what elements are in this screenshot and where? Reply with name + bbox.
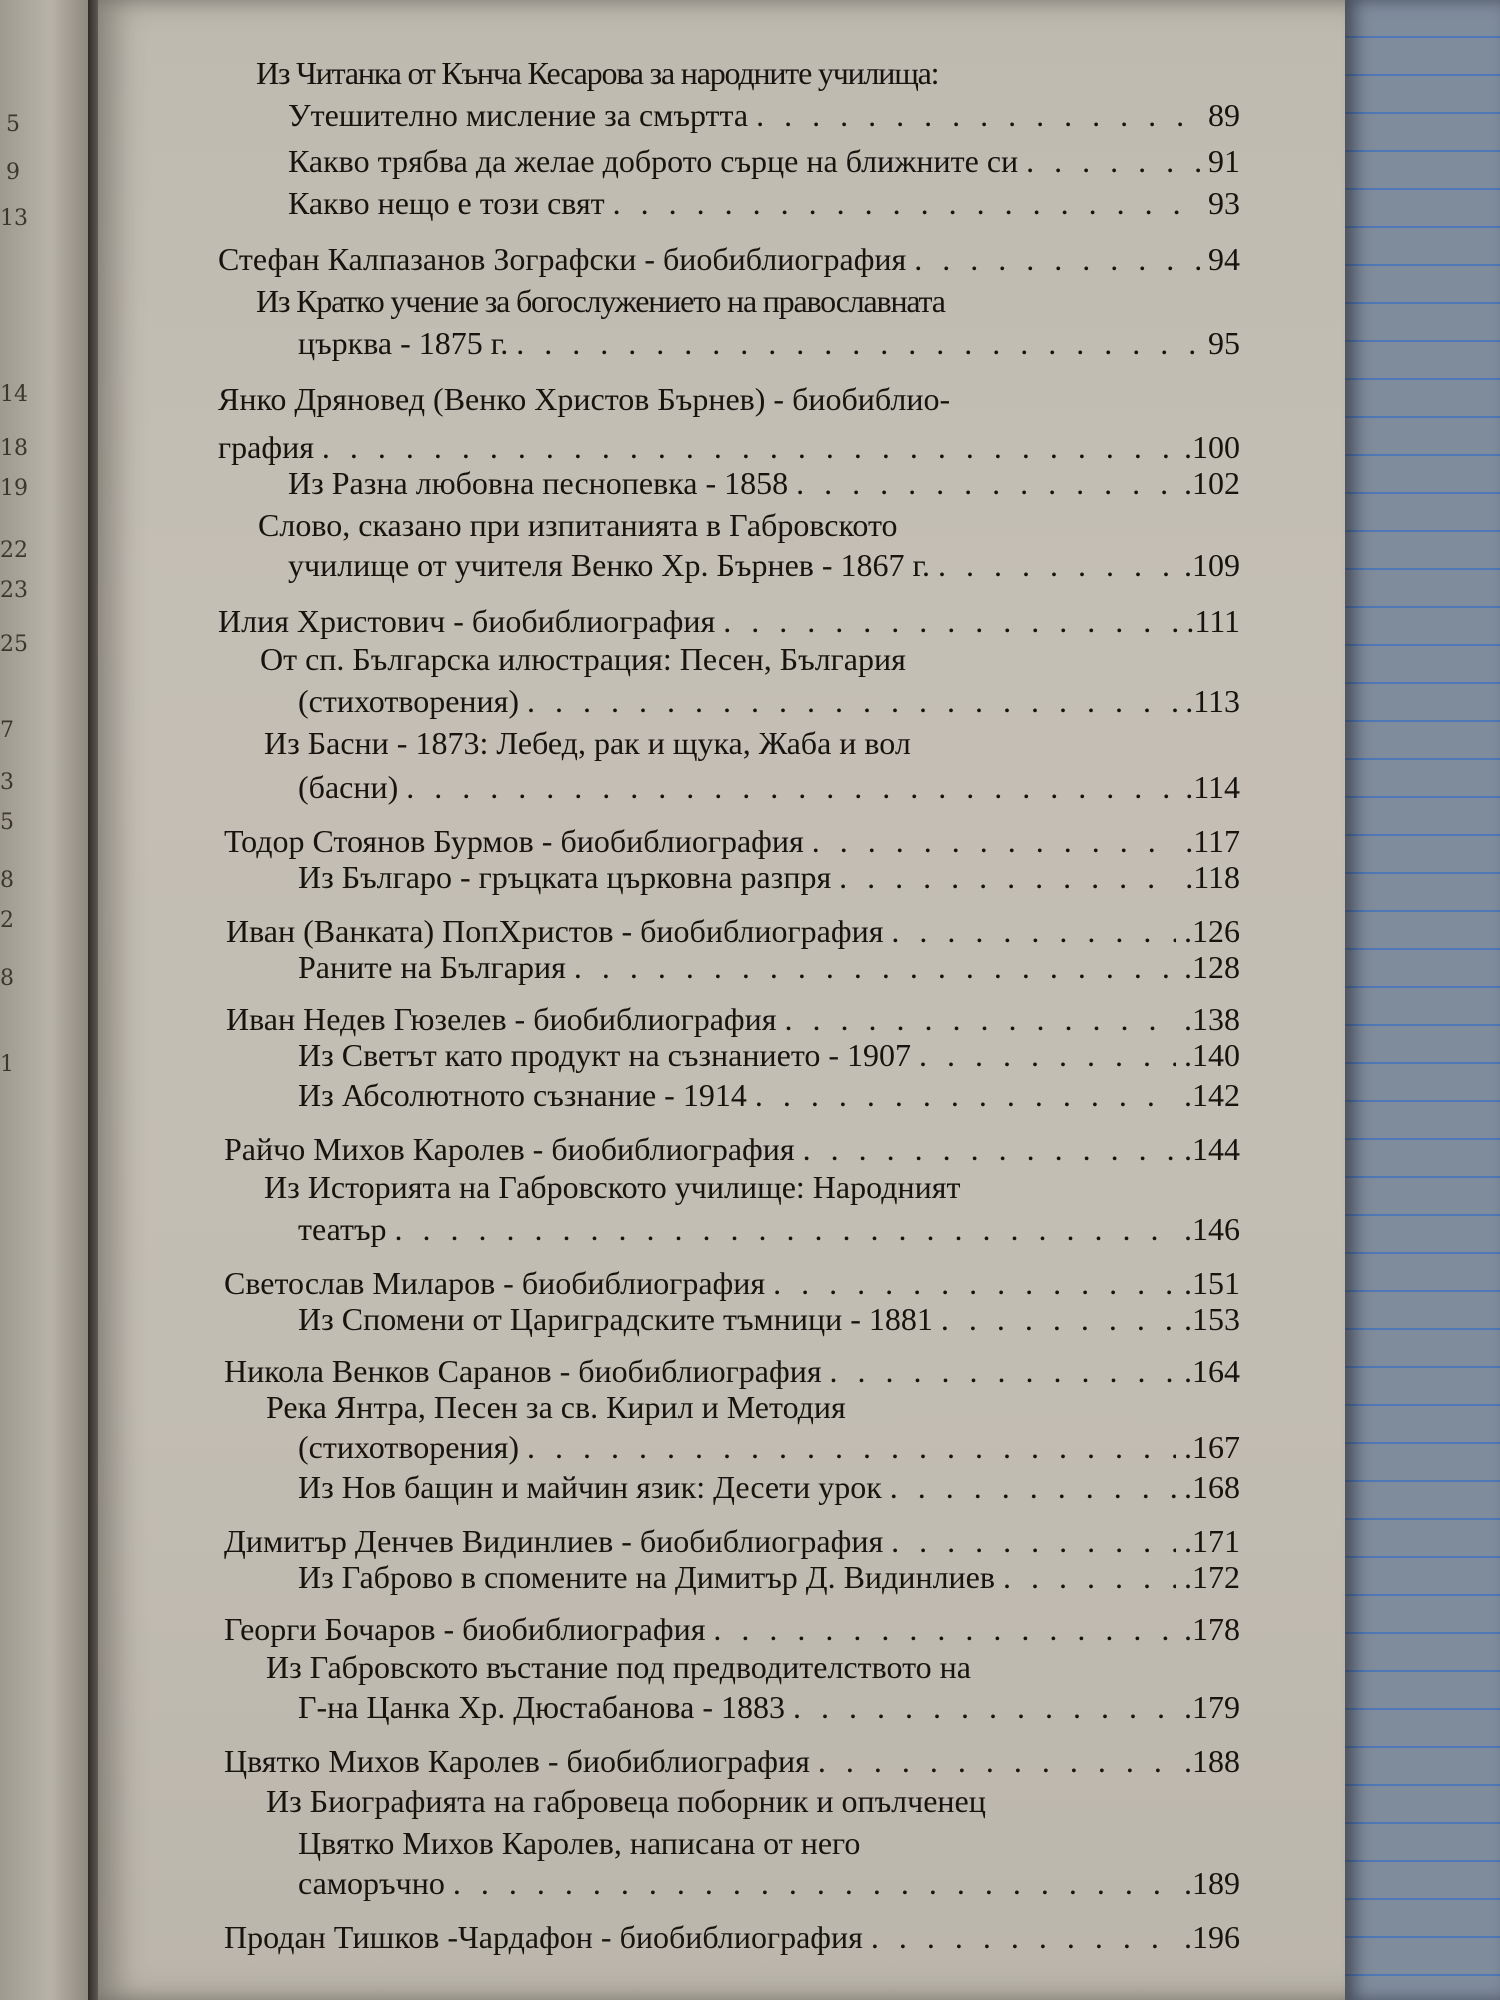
- left-page-number: 18: [0, 436, 28, 461]
- toc-page-number: .100: [1184, 429, 1240, 465]
- toc-page-number: .164: [1184, 1353, 1240, 1389]
- toc-page-number: .179: [1184, 1689, 1240, 1725]
- left-page-number: 3: [0, 770, 14, 795]
- toc-entry: театър . . . .146: [298, 1210, 1240, 1248]
- left-page-number: 25: [0, 632, 28, 657]
- toc-entry: Из Басни - 1873: Лебед, рак и щука, Жаба и вол: [264, 725, 911, 761]
- toc-entry: графия . . . .100: [218, 428, 1240, 466]
- toc-entry: Утешително мисление за смъртта . . . 89: [288, 96, 1240, 134]
- toc-page-number: .196: [1184, 1919, 1240, 1955]
- toc-entry: Из Биографията на габровеца поборник и опълченец: [266, 1783, 986, 1819]
- toc-entry: Раните на България . . . .128: [298, 948, 1240, 986]
- toc-page-number: .138: [1184, 1001, 1240, 1037]
- left-page-number: 7: [0, 718, 14, 743]
- toc-entry: училище от учителя Венко Хр. Бърнев - 1867 г. . . . .109: [288, 546, 1240, 584]
- toc-entry: (басни) . . . .114: [298, 768, 1240, 806]
- toc-entry: Из Абсолютното съзнание - 1914 . . . .142: [298, 1076, 1240, 1114]
- toc-page-number: 93: [1208, 185, 1240, 221]
- left-page-number: 5: [0, 810, 14, 835]
- toc-author-entry: Тодор Стоянов Бурмов - биобиблиография . . . .117: [224, 822, 1240, 860]
- toc-author-entry: Георги Бочаров - биобиблиография . . . .178: [224, 1610, 1240, 1648]
- toc-entry: Слово, сказано при изпитанията в Габровското: [258, 507, 898, 543]
- toc-author-entry: Илия Христович - биобиблиография . . . .111: [218, 602, 1240, 640]
- toc-entry: Из Нов бащин и майчин язик: Десети урок . . . .168: [298, 1468, 1240, 1506]
- toc-page-number: 95: [1208, 325, 1240, 361]
- toc-entry: Какво нещо е този свят . . . 93: [288, 184, 1240, 222]
- toc-entry: Из Габровското въстание под предводителството на: [266, 1649, 971, 1685]
- toc-entry: Из Светът като продукт на съзнанието - 1907 . . . .140: [298, 1036, 1240, 1074]
- toc-page-number: .153: [1184, 1301, 1240, 1337]
- toc-page-number: .142: [1184, 1077, 1240, 1113]
- toc-page-number: 94: [1208, 241, 1240, 277]
- toc-author-entry: Светослав Миларов - биобиблиография . . . .151: [224, 1264, 1240, 1302]
- toc-page-number: .102: [1184, 465, 1240, 501]
- toc-page-number: .113: [1185, 683, 1240, 719]
- toc-author-entry: Стефан Калпазанов Зографски - биобиблиография . . . 94: [218, 240, 1240, 278]
- toc-page-number: .140: [1184, 1037, 1240, 1073]
- toc-entry: Из Спомени от Цариградските тъмници - 1881 . . . .153: [298, 1300, 1240, 1338]
- left-page-number: 14: [0, 382, 28, 407]
- toc-page-number: .189: [1184, 1865, 1240, 1901]
- toc-page-number: .111: [1186, 603, 1240, 639]
- left-page-number: 2: [0, 908, 14, 933]
- toc-author-entry: Райчо Михов Каролев - биобиблиография . . . .144: [224, 1130, 1240, 1168]
- toc-author-entry: Иван (Ванката) ПопХристов - биобиблиография . . . .126: [226, 912, 1240, 950]
- toc-entry: (стихотворения) . . . .167: [298, 1428, 1240, 1466]
- left-page-number: 8: [0, 868, 14, 893]
- toc-author-entry: Никола Венков Саранов - биобиблиография . . . .164: [224, 1352, 1240, 1390]
- toc-page-number: .178: [1184, 1611, 1240, 1647]
- toc-author-entry: Иван Недев Гюзелев - биобиблиография . . . .138: [226, 1000, 1240, 1038]
- toc-page-number: 89: [1208, 97, 1240, 133]
- toc-page-number: .167: [1184, 1429, 1240, 1465]
- toc-entry: Из Кратко учение за богослужението на православната: [256, 283, 945, 319]
- toc-page-number: .126: [1184, 913, 1240, 949]
- toc-section-heading: Из Читанка от Кънча Кесарова за народните училища:: [256, 55, 939, 91]
- toc-author-entry: Цвятко Михов Каролев - биобиблиография . . . .188: [224, 1742, 1240, 1780]
- toc-entry: църква - 1875 г. . . . 95: [298, 324, 1240, 362]
- left-page-number: 23: [0, 578, 28, 603]
- toc-page-number: .188: [1184, 1743, 1240, 1779]
- toc-entry: Из Българо - гръцката църковна разпря . . . .118: [298, 858, 1240, 896]
- toc-page-number: .172: [1184, 1559, 1240, 1595]
- toc-entry: саморъчно . . . .189: [298, 1864, 1240, 1902]
- toc-page-number: .171: [1184, 1523, 1240, 1559]
- toc-page-number: .151: [1184, 1265, 1240, 1301]
- left-page-number: 22: [0, 538, 28, 563]
- toc-page-number: .128: [1184, 949, 1240, 985]
- toc-page-number: .168: [1184, 1469, 1240, 1505]
- left-page-number: 19: [0, 476, 28, 501]
- toc-entry: (стихотворения) . . . .113: [298, 682, 1240, 720]
- toc-page-number: .146: [1184, 1211, 1240, 1247]
- toc-author-entry: Димитър Денчев Видинлиев - биобиблиография . . . .171: [224, 1522, 1240, 1560]
- left-page-number: 1: [0, 1052, 14, 1077]
- toc-entry: Река Янтра, Песен за св. Кирил и Методия: [266, 1389, 846, 1425]
- toc-page-number: .117: [1185, 823, 1240, 859]
- toc-entry: От сп. Българска илюстрация: Песен, България: [260, 641, 906, 677]
- toc-entry: Г-на Цанка Хр. Дюстабанова - 1883 . . . .179: [298, 1688, 1240, 1726]
- toc-page-number: .114: [1185, 769, 1240, 805]
- toc-page-number: .109: [1184, 547, 1240, 583]
- toc-page-number: 91: [1208, 143, 1240, 179]
- toc-entry: Из Разна любовна песнопевка - 1858 . . . .102: [288, 464, 1240, 502]
- toc-page-number: .118: [1185, 859, 1240, 895]
- left-page-number: 5: [6, 112, 20, 137]
- left-page-number: 8: [0, 966, 14, 991]
- left-page-number: 9: [6, 160, 20, 185]
- left-page-number: 13: [0, 206, 28, 231]
- toc-author-entry: Продан Тишков -Чардафон - биобиблиография . . . .196: [224, 1918, 1240, 1956]
- toc-entry: Цвятко Михов Каролев, написана от него: [298, 1825, 861, 1861]
- toc-page-number: .144: [1184, 1131, 1240, 1167]
- toc-entry: Какво трябва да желае доброто сърце на ближните си . . . 91: [288, 142, 1240, 180]
- toc-entry: Из Габрово в спомените на Димитър Д. Видинлиев . . . .172: [298, 1558, 1240, 1596]
- toc-entry: Из Историята на Габровското училище: Народният: [264, 1169, 961, 1205]
- toc-author-entry: Янко Дряновед (Венко Христов Бърнев) - биобиблио-: [218, 381, 951, 417]
